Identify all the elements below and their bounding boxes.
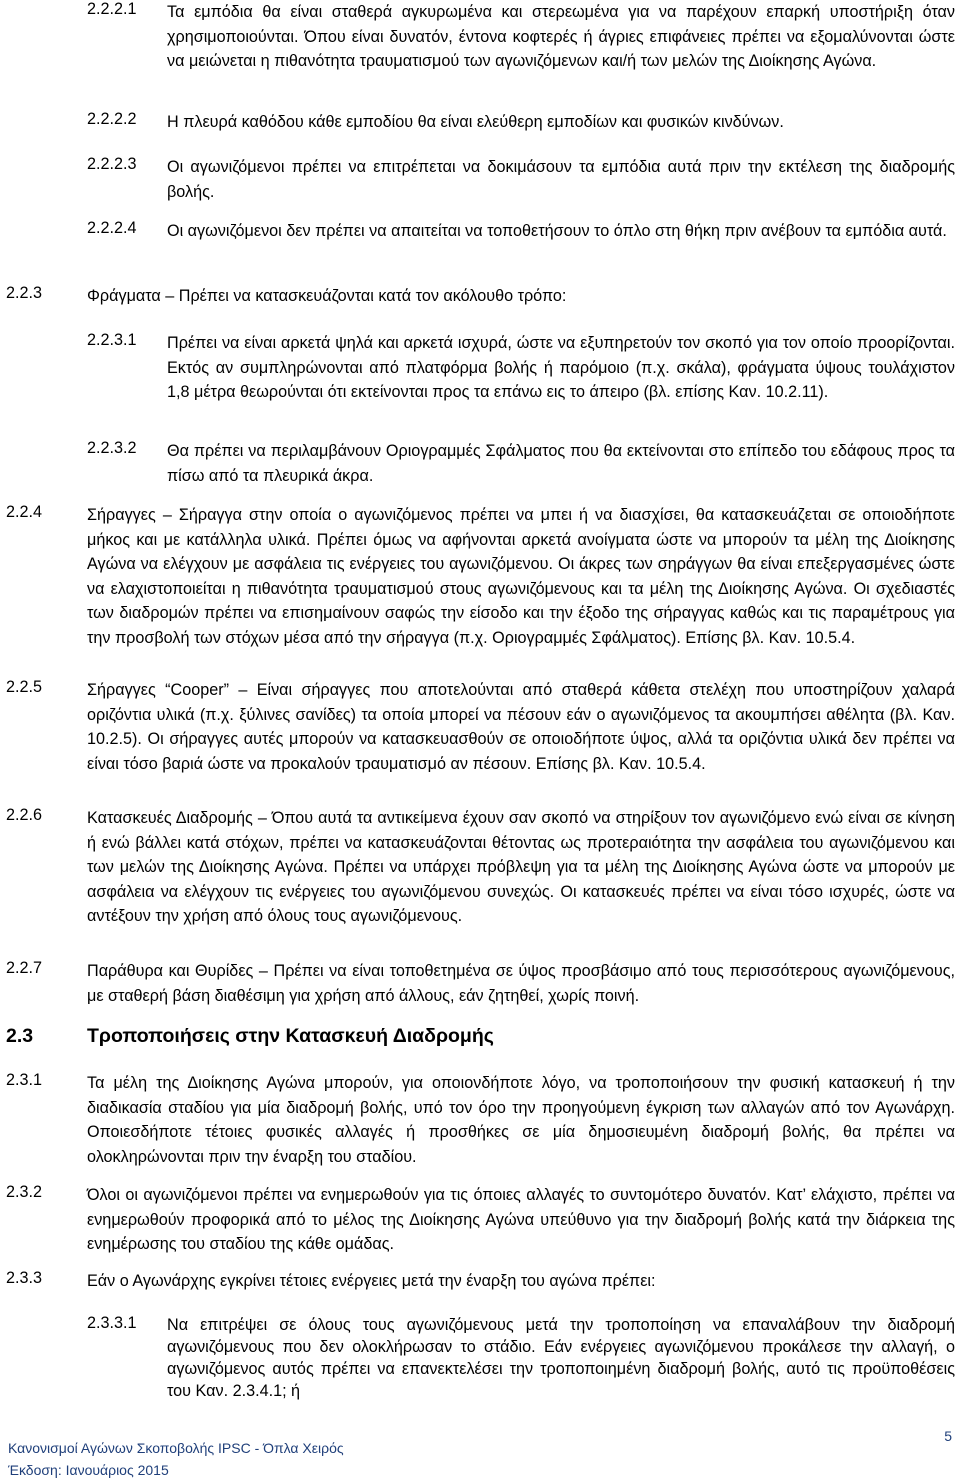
clause-text: Θα πρέπει να περιλαμβάνουν Οριογραμμές Σφάλματος που θα εκτείνονται στο επίπεδο του εδάφους προς τα πίσω από τα πλευρικά άκρα. <box>167 442 955 485</box>
clause-number: 2.2.4 <box>6 503 43 521</box>
clause-text: Κατασκευές Διαδρομής – Όπου αυτά τα αντικείμενα έχουν σαν σκοπό να στηρίξουν τον αγωνιζόμενο ενώ είναι σε κίνηση ή ενώ βάλλει κατά στόχων, πρέπει να κατασκευάζονται θέτοντας ως προτεραιότητα την ασφάλεια του αγωνιζόμενου και των μελών της Διοίκησης Αγώνα. Πρέπει να υπάρχει πρόβλεψη για τα μέλη της Διοίκησης Αγώνα ώστε να μπορούν με ασφάλεια να ελέγχουν τις ενέργειες του αγωνιζόμενου συνεχώς. Οι κατασκευές πρέπει να είναι τόσο ισχυρές, ώστε να αντέξουν την χρήση από όλους τους αγωνιζόμενους. <box>87 809 955 925</box>
clause-number: 2.2.6 <box>6 806 43 824</box>
clause-number: 2.2.7 <box>6 959 43 977</box>
clause-number: 2.2.2.2 <box>87 110 137 128</box>
clause-number: 2.2.3 <box>6 284 43 302</box>
clause-number: 2.3.2 <box>6 1183 43 1201</box>
clause-number: 2.2.2.1 <box>87 0 137 18</box>
clause-text: Οι αγωνιζόμενοι δεν πρέπει να απαιτείται να τοποθετήσουν το όπλο στη θήκη πριν ανέβουν τα εμπόδια αυτά. <box>167 222 947 240</box>
clause-number: 2.2.3.1 <box>87 331 137 349</box>
footer-title: Κανονισμοί Αγώνων Σκοποβολής IPSC - Όπλα Χειρός <box>8 1440 344 1456</box>
clause-number: 2.3.3 <box>6 1269 43 1287</box>
page-number: 5 <box>944 1428 952 1444</box>
clause-text: Όλοι οι αγωνιζόμενοι πρέπει να ενημερωθούν για τις όποιες αλλαγές το συντομότερο δυνατόν. Κατ’ ελάχιστο, πρέπει να ενημερωθούν προφορικά από το μέλος της Διοίκησης Αγώνα υπεύθυνο για την διαδρομή βολής κατά την διάρκεια της ενημέρωσης του σταδίου της κάθε ομάδας. <box>87 1186 955 1253</box>
clause-number: 2.2.3.2 <box>87 439 137 457</box>
clause-text: Οι αγωνιζόμενοι πρέπει να επιτρέπεται να δοκιμάσουν τα εμπόδια αυτά πριν την εκτέλεση της διαδρομής βολής. <box>167 158 955 201</box>
clause-text: Σήραγγες “Cooper” – Είναι σήραγγες που αποτελούνται από σταθερά κάθετα στελέχη που υποστηρίζουν χαλαρά οριζόντια υλικά (π.χ. ξύλινες σανίδες) τα οποία μπορεί να πέσουν εάν ο αγωνιζόμενος τα ακουμπήσει αθέλητα (βλ. Καν. 10.2.5). Οι σήραγγες αυτές μπορούν να κατασκευασθούν σε οποιοδήποτε ύψος, αλλά τα οριζόντια υλικά δεν πρέπει να είναι τόσο βαριά ώστε να προκαλούν τραυματισμό αν πέσουν. Επίσης βλ. Καν. 10.5.4. <box>87 681 955 773</box>
clause-text: Φράγματα – Πρέπει να κατασκευάζονται κατά τον ακόλουθο τρόπο: <box>87 287 567 305</box>
clause-text: Τα εμπόδια θα είναι σταθερά αγκυρωμένα και στερεωμένα για να παρέχουν επαρκή υποστήριξη όταν χρησιμοποιούνται. Όπου είναι δυνατόν, έντονα κοφτερές ή άγριες επιφάνειες πρέπει να εξομαλύνονται ώστε να μειώνεται η πιθανότητα τραυματισμού των αγωνιζόμενων και/ή των μελών της Διοίκησης Αγώνα. <box>167 3 955 70</box>
clause-number: 2.2.2.3 <box>87 155 137 173</box>
clause-text: Η πλευρά καθόδου κάθε εμποδίου θα είναι ελεύθερη εμποδίων και φυσικών κινδύνων. <box>167 113 784 131</box>
clause-text: Να επιτρέψει σε όλους τους αγωνιζόμενους μετά την τροποποίηση να επαναλάβουν την διαδρομή αγωνιζόμενους που δεν ολοκλήρωσαν το στάδιο. Εάν ενέργειες αγωνιζόμενου προκάλεσε την αλλαγή, ο αγωνιζόμενος αυτός πρέπει να επανεκτελέσει την τροποποιημένη διαδρομή βολής, αυτό τις προϋποθέσεις του Καν. 2.3.4.1; ή <box>167 1316 955 1400</box>
section-heading-number: 2.3 <box>6 1025 34 1047</box>
clause-text: Σήραγγες – Σήραγγα στην οποία ο αγωνιζόμενος πρέπει να μπει ή να διασχίσει, θα κατασκευάζεται σε οποιοδήποτε μήκος και με κατάλληλα υλικά. Πρέπει όμως να αφήνονται αρκετά ανοίγματα ώστε να μπορούν τα μέλη της Διοίκησης Αγώνα να ελέγχουν με ασφάλεια τις ενέργειες του αγωνιζόμενου. Οι άκρες των σηράγγων θα είναι επεξεργασμένες ώστε να ελαχιστοποιείται η πιθανότητα τραυματισμού στους αγωνιζόμενους και τα μέλη της Διοίκησης Αγώνα. Οι σχεδιαστές των διαδρομών πρέπει να επισημαίνουν σαφώς την είσοδο και την έξοδο της σήραγγας καθώς και τις παραμέτρους για την προσβολή των στόχων μέσα από την σήραγγα (π.χ. Οριογραμμές Σφάλματος). Επίσης βλ. Καν. 10.5.4. <box>87 506 955 647</box>
clause-text: Παράθυρα και Θυρίδες – Πρέπει να είναι τοποθετημένα σε ύψος προσβάσιμο από τους περισσότερους αγωνιζόμενους, με σταθερή βάση διαθέσιμη για χρήση από άλλους, εάν ζητηθεί, χωρίς ποινή. <box>87 962 955 1005</box>
clause-number: 2.3.1 <box>6 1071 43 1089</box>
clause-text: Πρέπει να είναι αρκετά ψηλά και αρκετά ισχυρά, ώστε να εξυπηρετούν τον σκοπό για τον οποίο προορίζονται. Εκτός αν συμπληρώνονται από πλατφόρμα βολής ή παρόμοιο (π.χ. σκάλα), φράγματα ύψους τουλάχιστον 1,8 μέτρα θεωρούνται ότι εκτείνονται προς τα επάνω εις το άπειρο (βλ. επίσης Καν. 10.2.11). <box>167 334 955 401</box>
clause-text: Εάν ο Αγωνάρχης εγκρίνει τέτοιες ενέργειες μετά την έναρξη του αγώνα πρέπει: <box>87 1272 656 1290</box>
section-heading-title: Τροποποιήσεις στην Κατασκευή Διαδρομής <box>87 1025 494 1047</box>
clause-number: 2.2.2.4 <box>87 219 137 237</box>
clause-text: Τα μέλη της Διοίκησης Αγώνα μπορούν, για οποιονδήποτε λόγο, να τροποποιήσουν την φυσική κατασκευή ή την διαδικασία σταδίου για μία διαδρομή βολής, υπό τον όρο την προηγούμενη έγκριση των αλλαγών από τον Αγωνάρχη. Οποιεσδήποτε τέτοιες φυσικές αλλαγές ή προσθήκες σε μία δημοσιευμένη διαδρομή βολής, θα πρέπει να ολοκληρώνονται πριν την έναρξη του σταδίου. <box>87 1074 955 1166</box>
clause-number: 2.2.5 <box>6 678 43 696</box>
clause-number: 2.3.3.1 <box>87 1314 137 1332</box>
footer-edition: Έκδοση: Ιανουάριος 2015 <box>8 1462 169 1478</box>
